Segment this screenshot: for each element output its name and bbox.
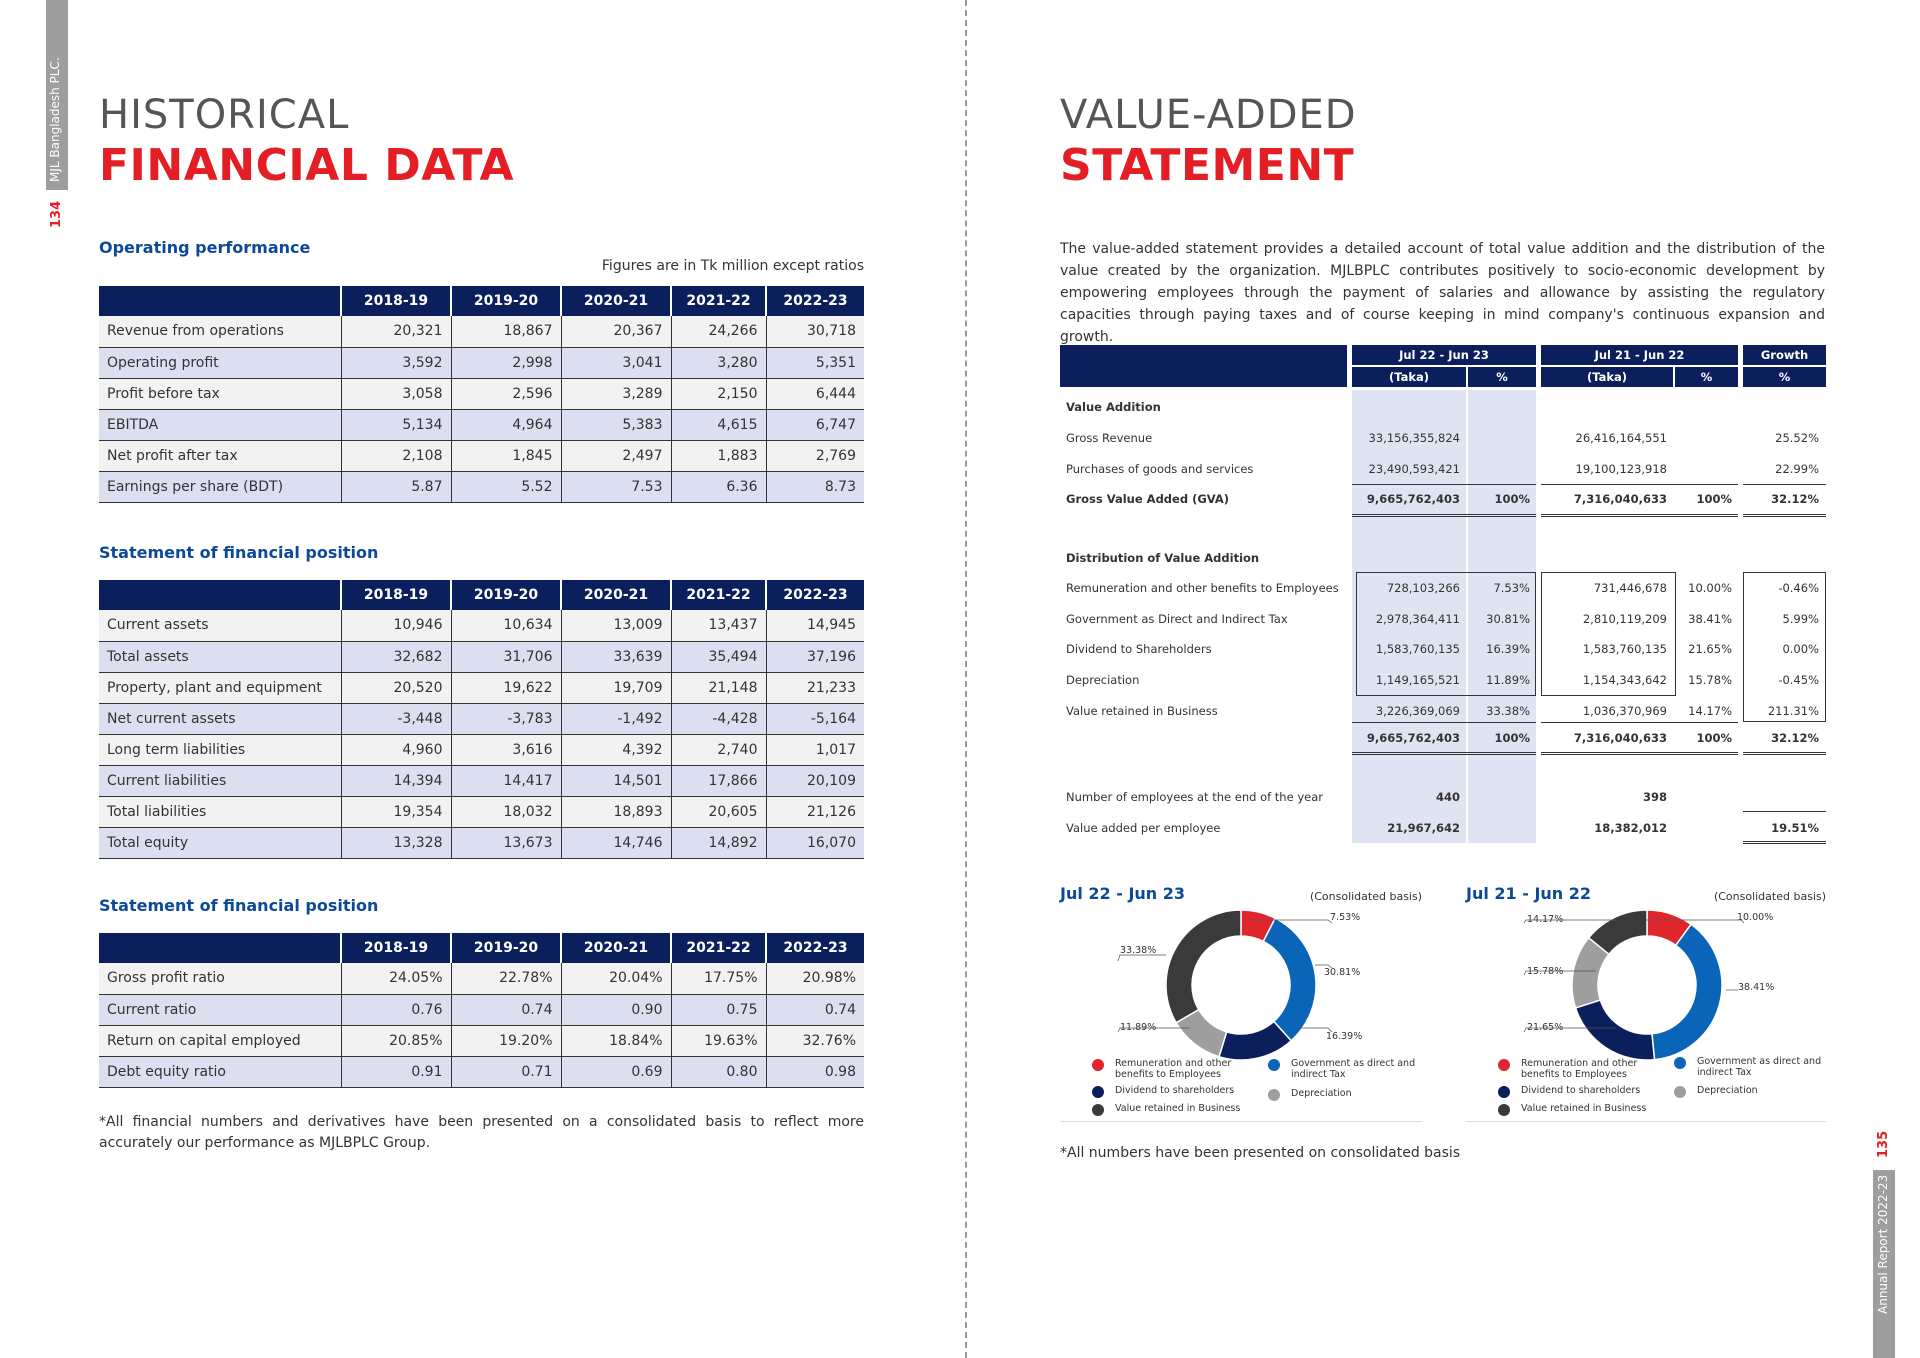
cell-value: 20,520	[341, 672, 451, 703]
chart-rule	[1466, 1121, 1826, 1122]
per-employee-growth: 19.51%	[1771, 821, 1819, 835]
side-tab-right	[1873, 1170, 1895, 1358]
cell-value: 3,289	[561, 378, 671, 409]
distribution-growth: -0.45%	[1778, 673, 1819, 687]
gross-revenue-prev: 26,416,164,551	[1575, 431, 1667, 445]
cell-value: 5.52	[451, 471, 561, 502]
cell-value: 0.91	[341, 1056, 451, 1087]
cell-value: 5,351	[766, 347, 864, 378]
distribution-cur: 2,978,364,411	[1375, 612, 1460, 626]
cell-value: 21,148	[671, 672, 766, 703]
chart-subtitle: (Consolidated basis)	[1713, 890, 1826, 903]
dist-total-cur: 9,665,762,403	[1366, 731, 1460, 745]
distribution-cur: 1,583,760,135	[1375, 642, 1460, 656]
cell-value: 1,017	[766, 734, 864, 765]
purchases-label: Purchases of goods and services	[1066, 462, 1254, 476]
cell-value: -4,428	[671, 703, 766, 734]
distribution-cur: 3,226,369,069	[1375, 704, 1460, 718]
cell-value: 0.98	[766, 1056, 864, 1087]
row-label: Total assets	[99, 641, 341, 672]
cell-value: 16,070	[766, 827, 864, 858]
distribution-cur-pct: 30.81%	[1486, 612, 1530, 626]
table-header-row	[99, 286, 864, 316]
cell-value: 0.74	[451, 994, 561, 1025]
header-blank	[99, 933, 341, 963]
distribution-prev-pct: 38.41%	[1688, 612, 1732, 626]
left-title-line1: HISTORICAL	[99, 92, 350, 138]
row-label: Total equity	[99, 827, 341, 858]
row-label: Current liabilities	[99, 765, 341, 796]
cell-value: 20.98%	[766, 963, 864, 994]
ratios-heading: Statement of financial position	[99, 896, 379, 915]
cell-value: 2,998	[451, 347, 561, 378]
gva-label: Gross Value Added (GVA)	[1066, 492, 1230, 506]
cell-value: 1,845	[451, 440, 561, 471]
cell-value: 6.36	[671, 471, 766, 502]
cell-value: 3,058	[341, 378, 451, 409]
cell-value: 37,196	[766, 641, 864, 672]
cell-value: 14,892	[671, 827, 766, 858]
slice-label-depreciation: 15.78%	[1527, 966, 1564, 977]
cell-value: 0.76	[341, 994, 451, 1025]
header-year: 2020-21	[561, 286, 671, 316]
legend-dot-icon	[1674, 1057, 1686, 1069]
rule	[1743, 484, 1826, 485]
row-label: Net profit after tax	[99, 440, 341, 471]
table-row	[99, 347, 864, 378]
rule	[1743, 811, 1826, 812]
col-previous-taka: (Taka)	[1541, 367, 1673, 387]
cell-value: 14,417	[451, 765, 561, 796]
header-year: 2020-21	[561, 580, 671, 610]
cell-value: 17.75%	[671, 963, 766, 994]
col-current-pct: %	[1468, 367, 1536, 387]
leader-lines	[1110, 905, 1370, 1050]
chart-subtitle: (Consolidated basis)	[1309, 890, 1422, 903]
side-tab-left	[46, 0, 68, 190]
distribution-prev: 1,583,760,135	[1582, 642, 1667, 656]
distribution-prev: 1,036,370,969	[1582, 704, 1667, 718]
slice-label-retained: 33.38%	[1120, 945, 1157, 956]
distribution-cur-pct: 16.39%	[1486, 642, 1530, 656]
ratios-table	[99, 933, 864, 1088]
cell-value: 32,682	[341, 641, 451, 672]
col-current-taka: (Taka)	[1352, 367, 1466, 387]
cell-value: 18,893	[561, 796, 671, 827]
header-year: 2018-19	[341, 933, 451, 963]
left-footnote: *All financial numbers and derivatives have been presented on a consolidated basis to reflect more accurately our performance as MJLBPLC Group.	[99, 1114, 864, 1151]
distribution-growth: 0.00%	[1782, 642, 1819, 656]
gva-prev: 7,316,040,633	[1573, 492, 1667, 506]
cell-value: 24.05%	[341, 963, 451, 994]
row-label: Earnings per share (BDT)	[99, 471, 341, 502]
cell-value: 24,266	[671, 316, 766, 347]
slice-label-remuneration: 10.00%	[1737, 912, 1774, 923]
distribution-prev-pct: 21.65%	[1688, 642, 1732, 656]
cell-value: 20,367	[561, 316, 671, 347]
header-year: 2019-20	[451, 933, 561, 963]
slice-label-dividend: 21.65%	[1527, 1022, 1564, 1033]
table-row	[99, 471, 864, 502]
cell-value: -1,492	[561, 703, 671, 734]
chart-title: Jul 22 - Jun 23	[1060, 884, 1186, 903]
cell-value: 14,945	[766, 610, 864, 641]
table-row	[99, 734, 864, 765]
header-blank	[99, 580, 341, 610]
cell-value: 3,592	[341, 347, 451, 378]
cell-value: 2,497	[561, 440, 671, 471]
cell-value: 5.87	[341, 471, 451, 502]
table-row	[99, 765, 864, 796]
cell-value: 2,150	[671, 378, 766, 409]
distribution-cur: 1,149,165,521	[1375, 673, 1460, 687]
header-blank	[99, 286, 341, 316]
distribution-label: Depreciation	[1066, 673, 1140, 687]
row-label: EBITDA	[99, 409, 341, 440]
cell-value: 2,740	[671, 734, 766, 765]
cell-value: 6,747	[766, 409, 864, 440]
cell-value: 0.80	[671, 1056, 766, 1087]
cell-value: 0.74	[766, 994, 864, 1025]
position-table	[99, 580, 864, 859]
distribution-growth: 5.99%	[1782, 612, 1819, 626]
cell-value: 2,769	[766, 440, 864, 471]
right-title-line1: VALUE-ADDED	[1060, 92, 1357, 138]
cell-value: 19,354	[341, 796, 451, 827]
legend-dot-icon	[1092, 1059, 1104, 1071]
cell-value: 20,321	[341, 316, 451, 347]
cell-value: 7.53	[561, 471, 671, 502]
cell-value: 18,867	[451, 316, 561, 347]
cell-value: 18.84%	[561, 1025, 671, 1056]
gva-prev-pct: 100%	[1696, 492, 1732, 506]
cell-value: 0.90	[561, 994, 671, 1025]
rule	[1352, 484, 1536, 485]
cell-value: 0.69	[561, 1056, 671, 1087]
gross-revenue-cur: 33,156,355,824	[1368, 431, 1460, 445]
cell-value: 4,960	[341, 734, 451, 765]
legend-dot-icon	[1498, 1086, 1510, 1098]
cell-value: 10,946	[341, 610, 451, 641]
legend-dot-icon	[1498, 1104, 1510, 1116]
rule	[1541, 484, 1738, 485]
table-row	[99, 316, 864, 347]
cell-value: 21,233	[766, 672, 864, 703]
table-row	[99, 994, 864, 1025]
col-previous-pct: %	[1675, 367, 1738, 387]
row-label: Current assets	[99, 610, 341, 641]
slice-label-remuneration: 7.53%	[1330, 912, 1361, 923]
cell-value: 2,108	[341, 440, 451, 471]
distribution-prev: 731,446,678	[1593, 581, 1667, 595]
distribution-label: Dividend to Shareholders	[1066, 642, 1212, 656]
header-year: 2020-21	[561, 933, 671, 963]
leader-lines	[1516, 905, 1781, 1050]
position-heading: Statement of financial position	[99, 543, 379, 562]
cell-value: 5,383	[561, 409, 671, 440]
header-year: 2019-20	[451, 286, 561, 316]
cell-value: 3,616	[451, 734, 561, 765]
cell-value: 13,009	[561, 610, 671, 641]
distribution-label: Value retained in Business	[1066, 704, 1218, 718]
table-row	[99, 703, 864, 734]
header-year: 2018-19	[341, 580, 451, 610]
cell-value: 20.85%	[341, 1025, 451, 1056]
slice-label-government: 30.81%	[1324, 967, 1361, 978]
row-label: Gross profit ratio	[99, 963, 341, 994]
per-employee-cur: 21,967,642	[1387, 821, 1460, 835]
employees-cur: 440	[1435, 790, 1460, 804]
cell-value: 17,866	[671, 765, 766, 796]
cell-value: -3,448	[341, 703, 451, 734]
rule	[1352, 722, 1536, 723]
distribution-prev-pct: 10.00%	[1688, 581, 1732, 595]
col-current-period: Jul 22 - Jun 23	[1352, 345, 1536, 365]
cell-value: 33,639	[561, 641, 671, 672]
cell-value: 31,706	[451, 641, 561, 672]
employees-label: Number of employees at the end of the year	[1066, 790, 1323, 804]
cell-value: 14,501	[561, 765, 671, 796]
side-tab-report: Annual Report 2022-23	[1876, 1174, 1890, 1314]
legend-dot-icon	[1092, 1104, 1104, 1116]
left-title-line2: FINANCIAL DATA	[99, 140, 515, 191]
cell-value: 13,673	[451, 827, 561, 858]
cell-value: 3,280	[671, 347, 766, 378]
distribution-label: Remuneration and other benefits to Employees	[1066, 581, 1339, 595]
table-row	[99, 440, 864, 471]
cell-value: 20,605	[671, 796, 766, 827]
gross-revenue-growth: 25.52%	[1775, 431, 1819, 445]
cell-value: -3,783	[451, 703, 561, 734]
rule	[1541, 722, 1738, 723]
table-row	[99, 610, 864, 641]
cell-value: 35,494	[671, 641, 766, 672]
slice-label-government: 38.41%	[1738, 982, 1775, 993]
cell-value: 22.78%	[451, 963, 561, 994]
row-label: Net current assets	[99, 703, 341, 734]
row-label: Debt equity ratio	[99, 1056, 341, 1087]
cell-value: 18,032	[451, 796, 561, 827]
intro-paragraph: The value-added statement provides a detailed account of total value addition and the distribution of the value created by the organization. MJLBPLC contributes positively to socio-economic development by empowering employees through the payment of salaries and allowance by assisting the regulatory capacities through paying taxes and of course keeping in mind company's continuous expansion and growth.	[1060, 241, 1825, 345]
cell-value: 32.76%	[766, 1025, 864, 1056]
table-header-blank	[1060, 345, 1347, 387]
col-growth: Growth	[1743, 345, 1826, 365]
legend-dot-icon	[1092, 1086, 1104, 1098]
table-row	[99, 378, 864, 409]
distribution-cur: 728,103,266	[1386, 581, 1460, 595]
header-year: 2019-20	[451, 580, 561, 610]
cell-value: 19.20%	[451, 1025, 561, 1056]
purchases-prev: 19,100,123,918	[1575, 462, 1667, 476]
page-divider	[965, 0, 967, 1358]
double-rule	[1743, 841, 1826, 844]
cell-value: 8.73	[766, 471, 864, 502]
page-number-left: 134	[49, 200, 64, 228]
cell-value: 14,746	[561, 827, 671, 858]
double-rule	[1743, 514, 1826, 517]
cell-value: 13,328	[341, 827, 451, 858]
legend-dot-icon	[1674, 1086, 1686, 1098]
distribution-cur-pct: 33.38%	[1486, 704, 1530, 718]
distribution-growth: -0.46%	[1778, 581, 1819, 595]
dist-total-prev: 7,316,040,633	[1573, 731, 1667, 745]
table-row	[99, 409, 864, 440]
double-rule	[1541, 514, 1738, 517]
row-label: Revenue from operations	[99, 316, 341, 347]
cell-value: 30,718	[766, 316, 864, 347]
cell-value: -5,164	[766, 703, 864, 734]
cell-value: 21,126	[766, 796, 864, 827]
header-year: 2018-19	[341, 286, 451, 316]
cell-value: 5,134	[341, 409, 451, 440]
value-addition-heading: Value Addition	[1066, 400, 1161, 414]
row-label: Profit before tax	[99, 378, 341, 409]
cell-value: 0.71	[451, 1056, 561, 1087]
table-header-row	[99, 580, 864, 610]
header-year: 2021-22	[671, 933, 766, 963]
table-row	[99, 1056, 864, 1087]
right-title-line2: STATEMENT	[1060, 140, 1355, 191]
operating-heading: Operating performance	[99, 238, 311, 257]
table-row	[99, 827, 864, 858]
double-rule	[1541, 752, 1738, 755]
double-rule	[1352, 514, 1536, 517]
cell-value: 3,041	[561, 347, 671, 378]
distribution-prev: 2,810,119,209	[1582, 612, 1667, 626]
table-header-row	[99, 933, 864, 963]
cell-value: 14,394	[341, 765, 451, 796]
dist-total-prev-pct: 100%	[1696, 731, 1732, 745]
gross-revenue-label: Gross Revenue	[1066, 431, 1153, 445]
cell-value: 20.04%	[561, 963, 671, 994]
dist-total-cur-pct: 100%	[1494, 731, 1530, 745]
distribution-cur-pct: 7.53%	[1493, 581, 1530, 595]
table-row	[99, 1025, 864, 1056]
header-year: 2021-22	[671, 286, 766, 316]
row-label: Return on capital employed	[99, 1025, 341, 1056]
employees-prev: 398	[1642, 790, 1667, 804]
distribution-heading: Distribution of Value Addition	[1066, 551, 1260, 565]
cell-value: 6,444	[766, 378, 864, 409]
dist-total-growth: 32.12%	[1771, 731, 1819, 745]
cell-value: 0.75	[671, 994, 766, 1025]
double-rule	[1352, 752, 1536, 755]
chart-title: Jul 21 - Jun 22	[1466, 884, 1592, 903]
table-row	[99, 796, 864, 827]
slice-label-depreciation: 11.89%	[1120, 1022, 1157, 1033]
side-tab-company: MJL Bangladesh PLC.	[48, 57, 62, 182]
col-growth-pct: %	[1743, 367, 1826, 387]
header-year: 2022-23	[766, 286, 864, 316]
distribution-growth: 211.31%	[1767, 704, 1819, 718]
row-label: Operating profit	[99, 347, 341, 378]
slice-label-dividend: 16.39%	[1326, 1031, 1363, 1042]
distribution-prev: 1,154,343,642	[1582, 673, 1667, 687]
cell-value: 19,709	[561, 672, 671, 703]
row-label: Total liabilities	[99, 796, 341, 827]
legend-dot-icon	[1268, 1059, 1280, 1071]
purchases-growth: 22.99%	[1775, 462, 1819, 476]
cell-value: 13,437	[671, 610, 766, 641]
col-previous-period: Jul 21 - Jun 22	[1541, 345, 1738, 365]
distribution-prev-pct: 15.78%	[1688, 673, 1732, 687]
chart-rule	[1060, 1121, 1422, 1122]
per-employee-prev: 18,382,012	[1594, 821, 1667, 835]
slice-label-retained: 14.17%	[1527, 914, 1564, 925]
table-row	[99, 641, 864, 672]
cell-value: 4,964	[451, 409, 561, 440]
cell-value: 4,615	[671, 409, 766, 440]
header-year: 2021-22	[671, 580, 766, 610]
page-number-right: 135	[1876, 1130, 1891, 1158]
cell-value: 19.63%	[671, 1025, 766, 1056]
legend-dot-icon	[1268, 1089, 1280, 1101]
header-year: 2022-23	[766, 933, 864, 963]
table-row	[99, 672, 864, 703]
row-label: Long term liabilities	[99, 734, 341, 765]
cell-value: 20,109	[766, 765, 864, 796]
distribution-cur-pct: 11.89%	[1486, 673, 1530, 687]
operating-table	[99, 286, 864, 503]
distribution-label: Government as Direct and Indirect Tax	[1066, 612, 1288, 626]
cell-value: 19,622	[451, 672, 561, 703]
purchases-cur: 23,490,593,421	[1368, 462, 1460, 476]
gva-growth: 32.12%	[1771, 492, 1819, 506]
legend-dot-icon	[1498, 1059, 1510, 1071]
cell-value: 2,596	[451, 378, 561, 409]
row-label: Current ratio	[99, 994, 341, 1025]
cell-value: 1,883	[671, 440, 766, 471]
figures-note: Figures are in Tk million except ratios	[601, 258, 864, 274]
per-employee-label: Value added per employee	[1066, 821, 1221, 835]
cell-value: 10,634	[451, 610, 561, 641]
gva-cur: 9,665,762,403	[1366, 492, 1460, 506]
row-label: Property, plant and equipment	[99, 672, 341, 703]
double-rule	[1743, 752, 1826, 755]
right-footnote: *All numbers have been presented on consolidated basis	[1060, 1145, 1461, 1161]
cell-value: 4,392	[561, 734, 671, 765]
distribution-prev-pct: 14.17%	[1688, 704, 1732, 718]
header-year: 2022-23	[766, 580, 864, 610]
table-row	[99, 963, 864, 994]
gva-cur-pct: 100%	[1494, 492, 1530, 506]
